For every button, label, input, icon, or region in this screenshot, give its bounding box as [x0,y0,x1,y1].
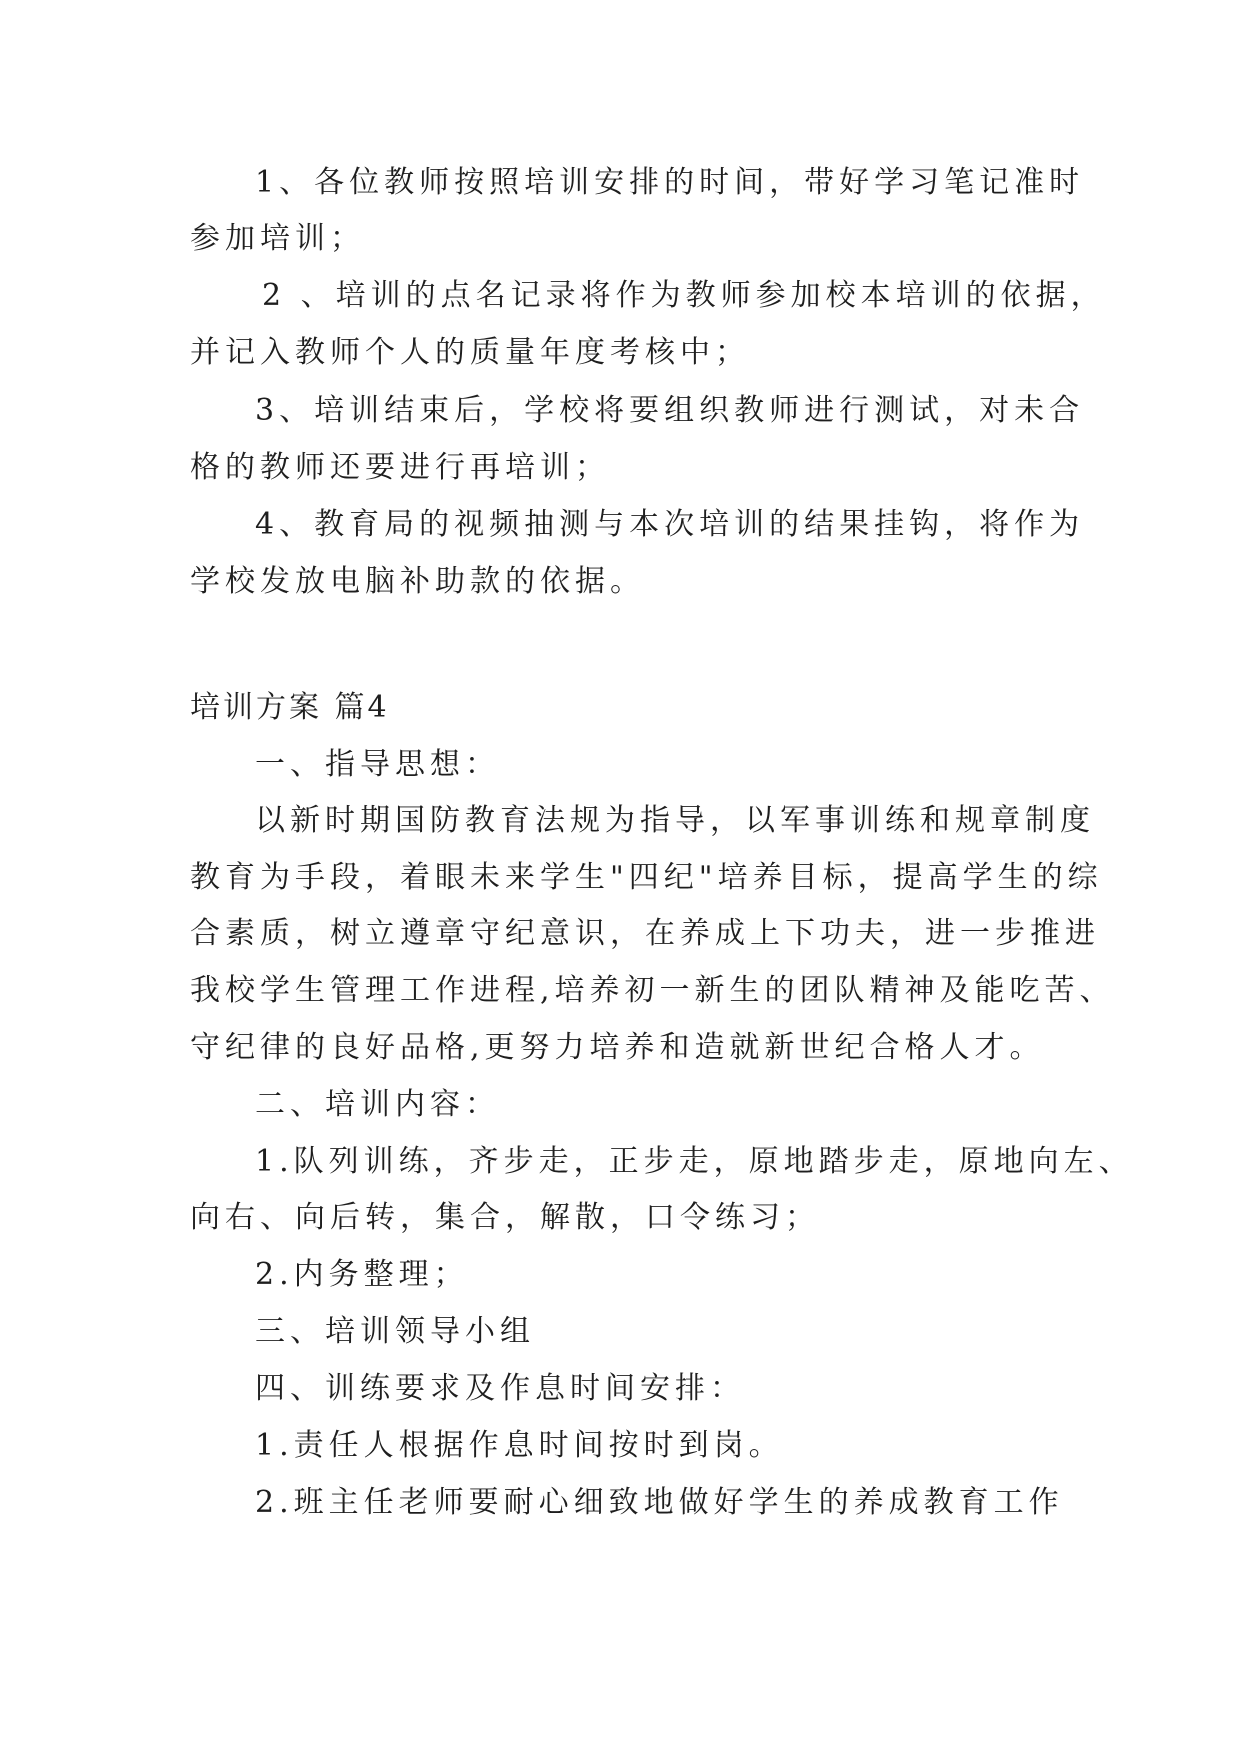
heading-leadership-group: 三、培训领导小组 [255,1314,535,1349]
paragraph-line-1: 以新时期国防教育法规为指导，以军事训练和规章制度 [255,803,1095,838]
requirement-item-1: 1.责任人根据作息时间按时到岗。 [255,1428,784,1463]
list-item-1-line-1: 1、各位教师按照培训安排的时间，带好学习笔记准时 [255,165,1085,200]
paragraph-line-5: 守纪律的良好品格,更努力培养和造就新世纪合格人才。 [190,1030,1045,1065]
content-item-1-line-2: 向右、向后转，集合，解散，口令练习； [190,1200,820,1235]
requirement-item-2: 2.班主任老师要耐心细致地做好学生的养成教育工作 [255,1485,1064,1520]
paragraph-line-4: 我校学生管理工作进程,培养初一新生的团队精神及能吃苦、 [190,973,1115,1008]
content-item-1-line-1: 1.队列训练，齐步走，正步走，原地踏步走，原地向左、 [255,1144,1134,1179]
heading-training-content: 二、培训内容： [255,1087,500,1122]
paragraph-line-3: 合素质，树立遵章守纪意识，在养成上下功夫，进一步推进 [190,916,1100,951]
list-item-2-line-2: 并记入教师个人的质量年度考核中； [190,335,750,370]
heading-guiding-thought: 一、指导思想： [255,747,500,782]
section-title: 培训方案 篇4 [190,690,390,725]
list-item-3-line-1: 3、培训结束后，学校将要组织教师进行测试，对未合 [255,393,1085,428]
list-item-3-line-2: 格的教师还要进行再培训； [190,450,610,485]
list-item-4-line-2: 学校发放电脑补助款的依据。 [190,564,645,599]
list-item-4-line-1: 4、教育局的视频抽测与本次培训的结果挂钩，将作为 [255,507,1085,542]
list-item-1-line-2: 参加培训； [190,221,365,256]
paragraph-line-2: 教育为手段，着眼未来学生"四纪"培养目标，提高学生的综 [190,860,1103,895]
heading-training-requirements: 四、训练要求及作息时间安排： [255,1371,745,1406]
list-item-2-line-1: 2 、培训的点名记录将作为教师参加校本培训的依据， [262,278,1106,313]
content-item-2: 2.内务整理； [255,1257,469,1292]
